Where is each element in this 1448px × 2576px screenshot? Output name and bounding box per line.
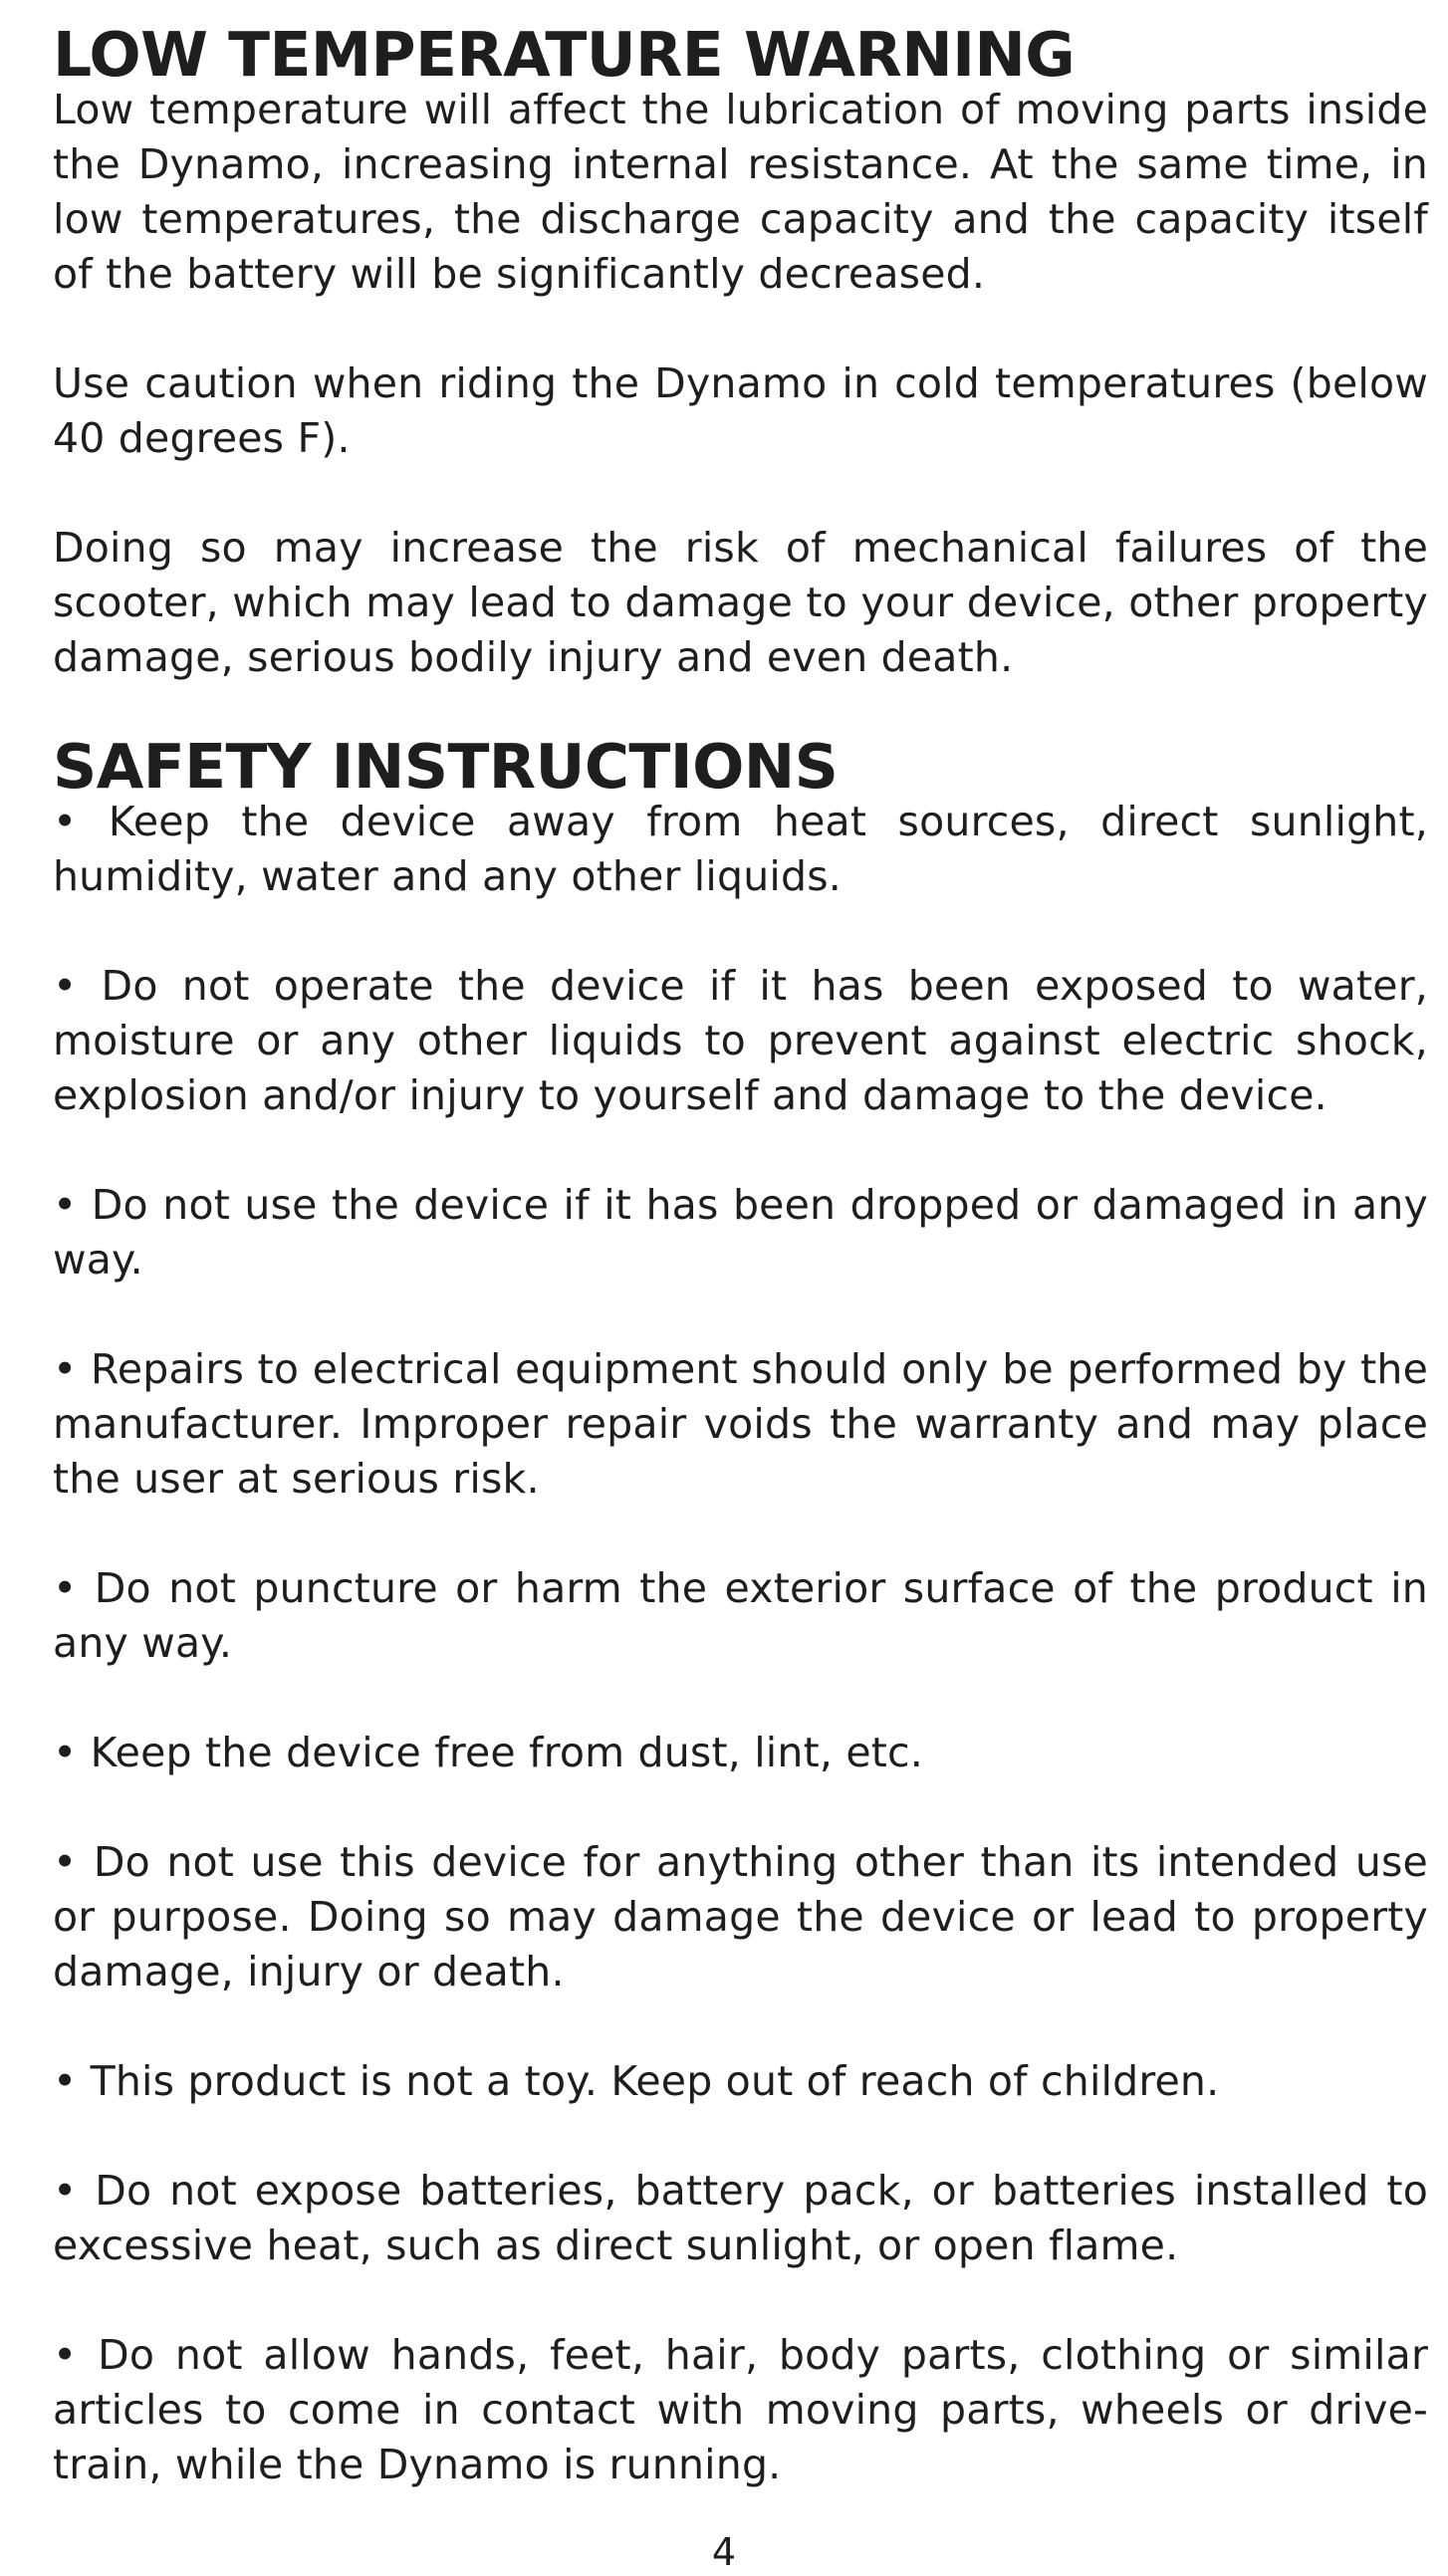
safety-item-liquids-exposure: • Do not operate the device if it has been exposed to water, moisture or any other liquids to prevent against electric shock, explosion and/or injury to yourself and damage to the device. xyxy=(53,962,1428,1119)
page-number: 4 xyxy=(711,2530,737,2574)
low-temperature-heading: LOW TEMPERATURE WARNING xyxy=(53,19,1076,91)
safety-item-battery-heat: • Do not expose batteries, battery pack, or batteries installed to excessive heat, such as direct sunlight, or open flame. xyxy=(53,2167,1428,2269)
low-temperature-paragraph-2: Use caution when riding the Dynamo in cold temperatures (below 40 degrees F). xyxy=(53,359,1428,462)
safety-instructions-section xyxy=(53,731,1428,2492)
safety-item-repairs: • Repairs to electrical equipment should only be performed by the manufacturer. Improper repair voids the warranty and may place the user at serious risk. xyxy=(53,1345,1428,1503)
low-temperature-paragraph-1: Low temperature will affect the lubrication of moving parts inside the Dynamo, increasing internal resistance. At the same time, in low temperatures, the discharge capacity and the capacity itself of the battery will be significantly decreased. xyxy=(53,86,1428,298)
safety-item-dropped-damaged: • Do not use the device if it has been dropped or damaged in any way. xyxy=(53,1181,1428,1284)
safety-item-not-a-toy: • This product is not a toy. Keep out of reach of children. xyxy=(53,2057,1220,2105)
safety-item-intended-use: • Do not use this device for anything other than its intended use or purpose. Doing so may damage the device or lead to property damage, injury or death. xyxy=(53,1838,1428,1995)
safety-instructions-heading: SAFETY INSTRUCTIONS xyxy=(53,731,839,803)
safety-item-moving-parts: • Do not allow hands, feet, hair, body parts, clothing or similar articles to come in contact with moving parts, wheels or drive-train, while the Dynamo is running. xyxy=(53,2331,1428,2488)
low-temperature-paragraph-3: Doing so may increase the risk of mechanical failures of the scooter, which may lead to damage to your device, other property damage, serious bodily injury and even death. xyxy=(53,524,1428,681)
manual-page xyxy=(53,19,1428,2492)
safety-item-heat-sources: • Keep the device away from heat sources, direct sunlight, humidity, water and any other liquids. xyxy=(53,798,1428,900)
low-temperature-section xyxy=(53,19,1428,685)
safety-item-exterior-surface: • Do not puncture or harm the exterior surface of the product in any way. xyxy=(53,1564,1428,1667)
safety-item-dust-lint: • Keep the device free from dust, lint, etc. xyxy=(53,1729,924,1776)
